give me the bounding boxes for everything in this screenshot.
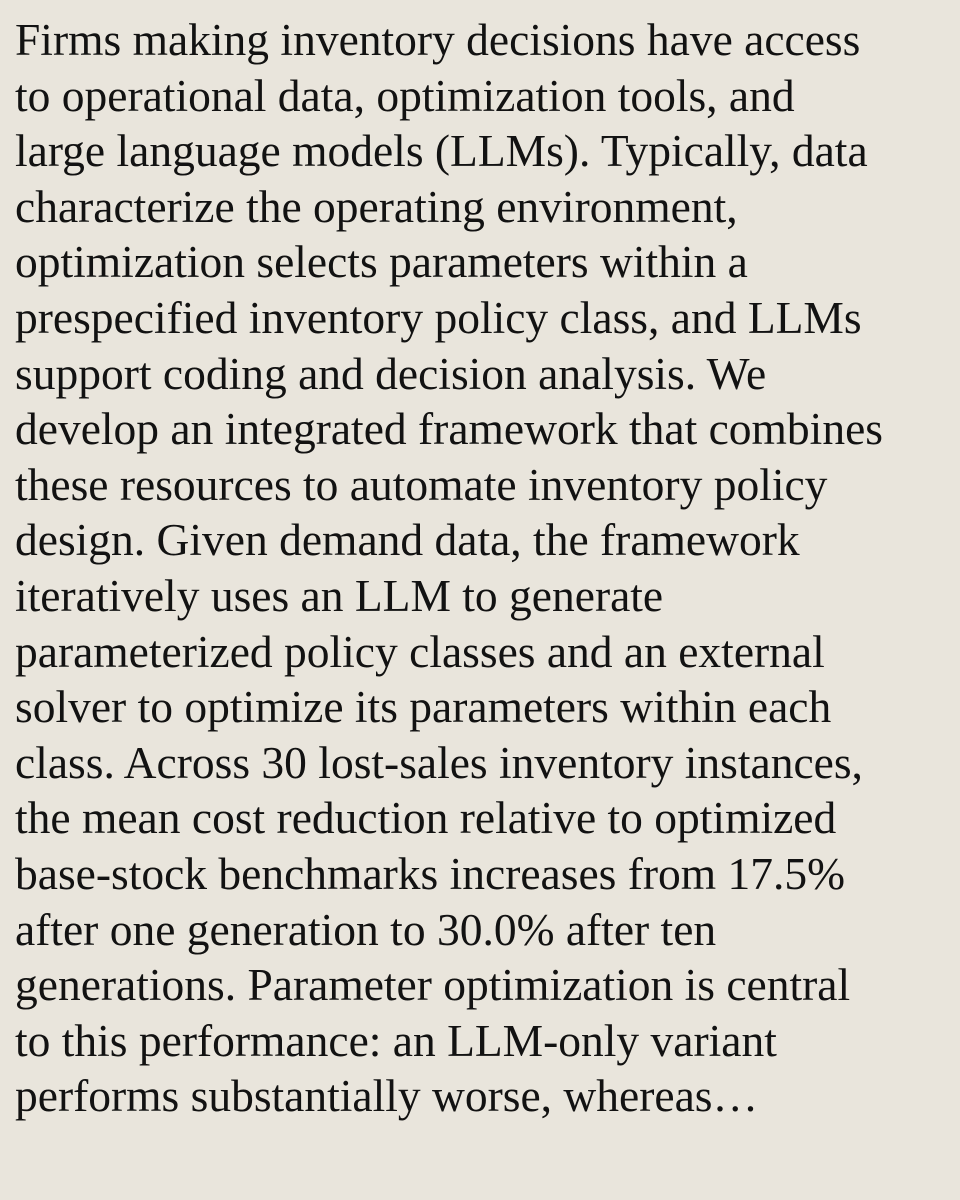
abstract-line: prespecified inventory policy class, and LLMs xyxy=(15,291,862,343)
abstract-line: generations. Parameter optimization is central xyxy=(15,959,851,1011)
abstract-line: solver to optimize its parameters within each xyxy=(15,681,832,733)
abstract-line: base-stock benchmarks increases from 17.5% xyxy=(15,847,846,899)
abstract-line: optimization selects parameters within a xyxy=(15,236,748,288)
abstract-line: characterize the operating environment, xyxy=(15,180,738,232)
abstract-line: iteratively uses an LLM to generate xyxy=(15,569,664,621)
abstract-line: Firms making inventory decisions have access xyxy=(15,14,861,65)
abstract-line: to this performance: an LLM-only variant xyxy=(15,1014,777,1066)
abstract-line: support coding and decision analysis. We xyxy=(15,347,767,399)
abstract-line: performs substantially worse, whereas… xyxy=(15,1070,758,1122)
abstract-line: class. Across 30 lost-sales inventory instances, xyxy=(15,736,863,788)
abstract-text xyxy=(15,12,955,1124)
abstract-line: to operational data, optimization tools, and xyxy=(15,69,795,121)
abstract-line: parameterized policy classes and an external xyxy=(15,625,825,677)
abstract-line: develop an integrated framework that combines xyxy=(15,403,883,455)
abstract-line: these resources to automate inventory policy xyxy=(15,458,828,510)
abstract-line: design. Given demand data, the framework xyxy=(15,514,800,566)
abstract-line: the mean cost reduction relative to optimized xyxy=(15,792,837,844)
abstract-line: large language models (LLMs). Typically, data xyxy=(15,125,868,177)
abstract-line: after one generation to 30.0% after ten xyxy=(15,903,717,955)
